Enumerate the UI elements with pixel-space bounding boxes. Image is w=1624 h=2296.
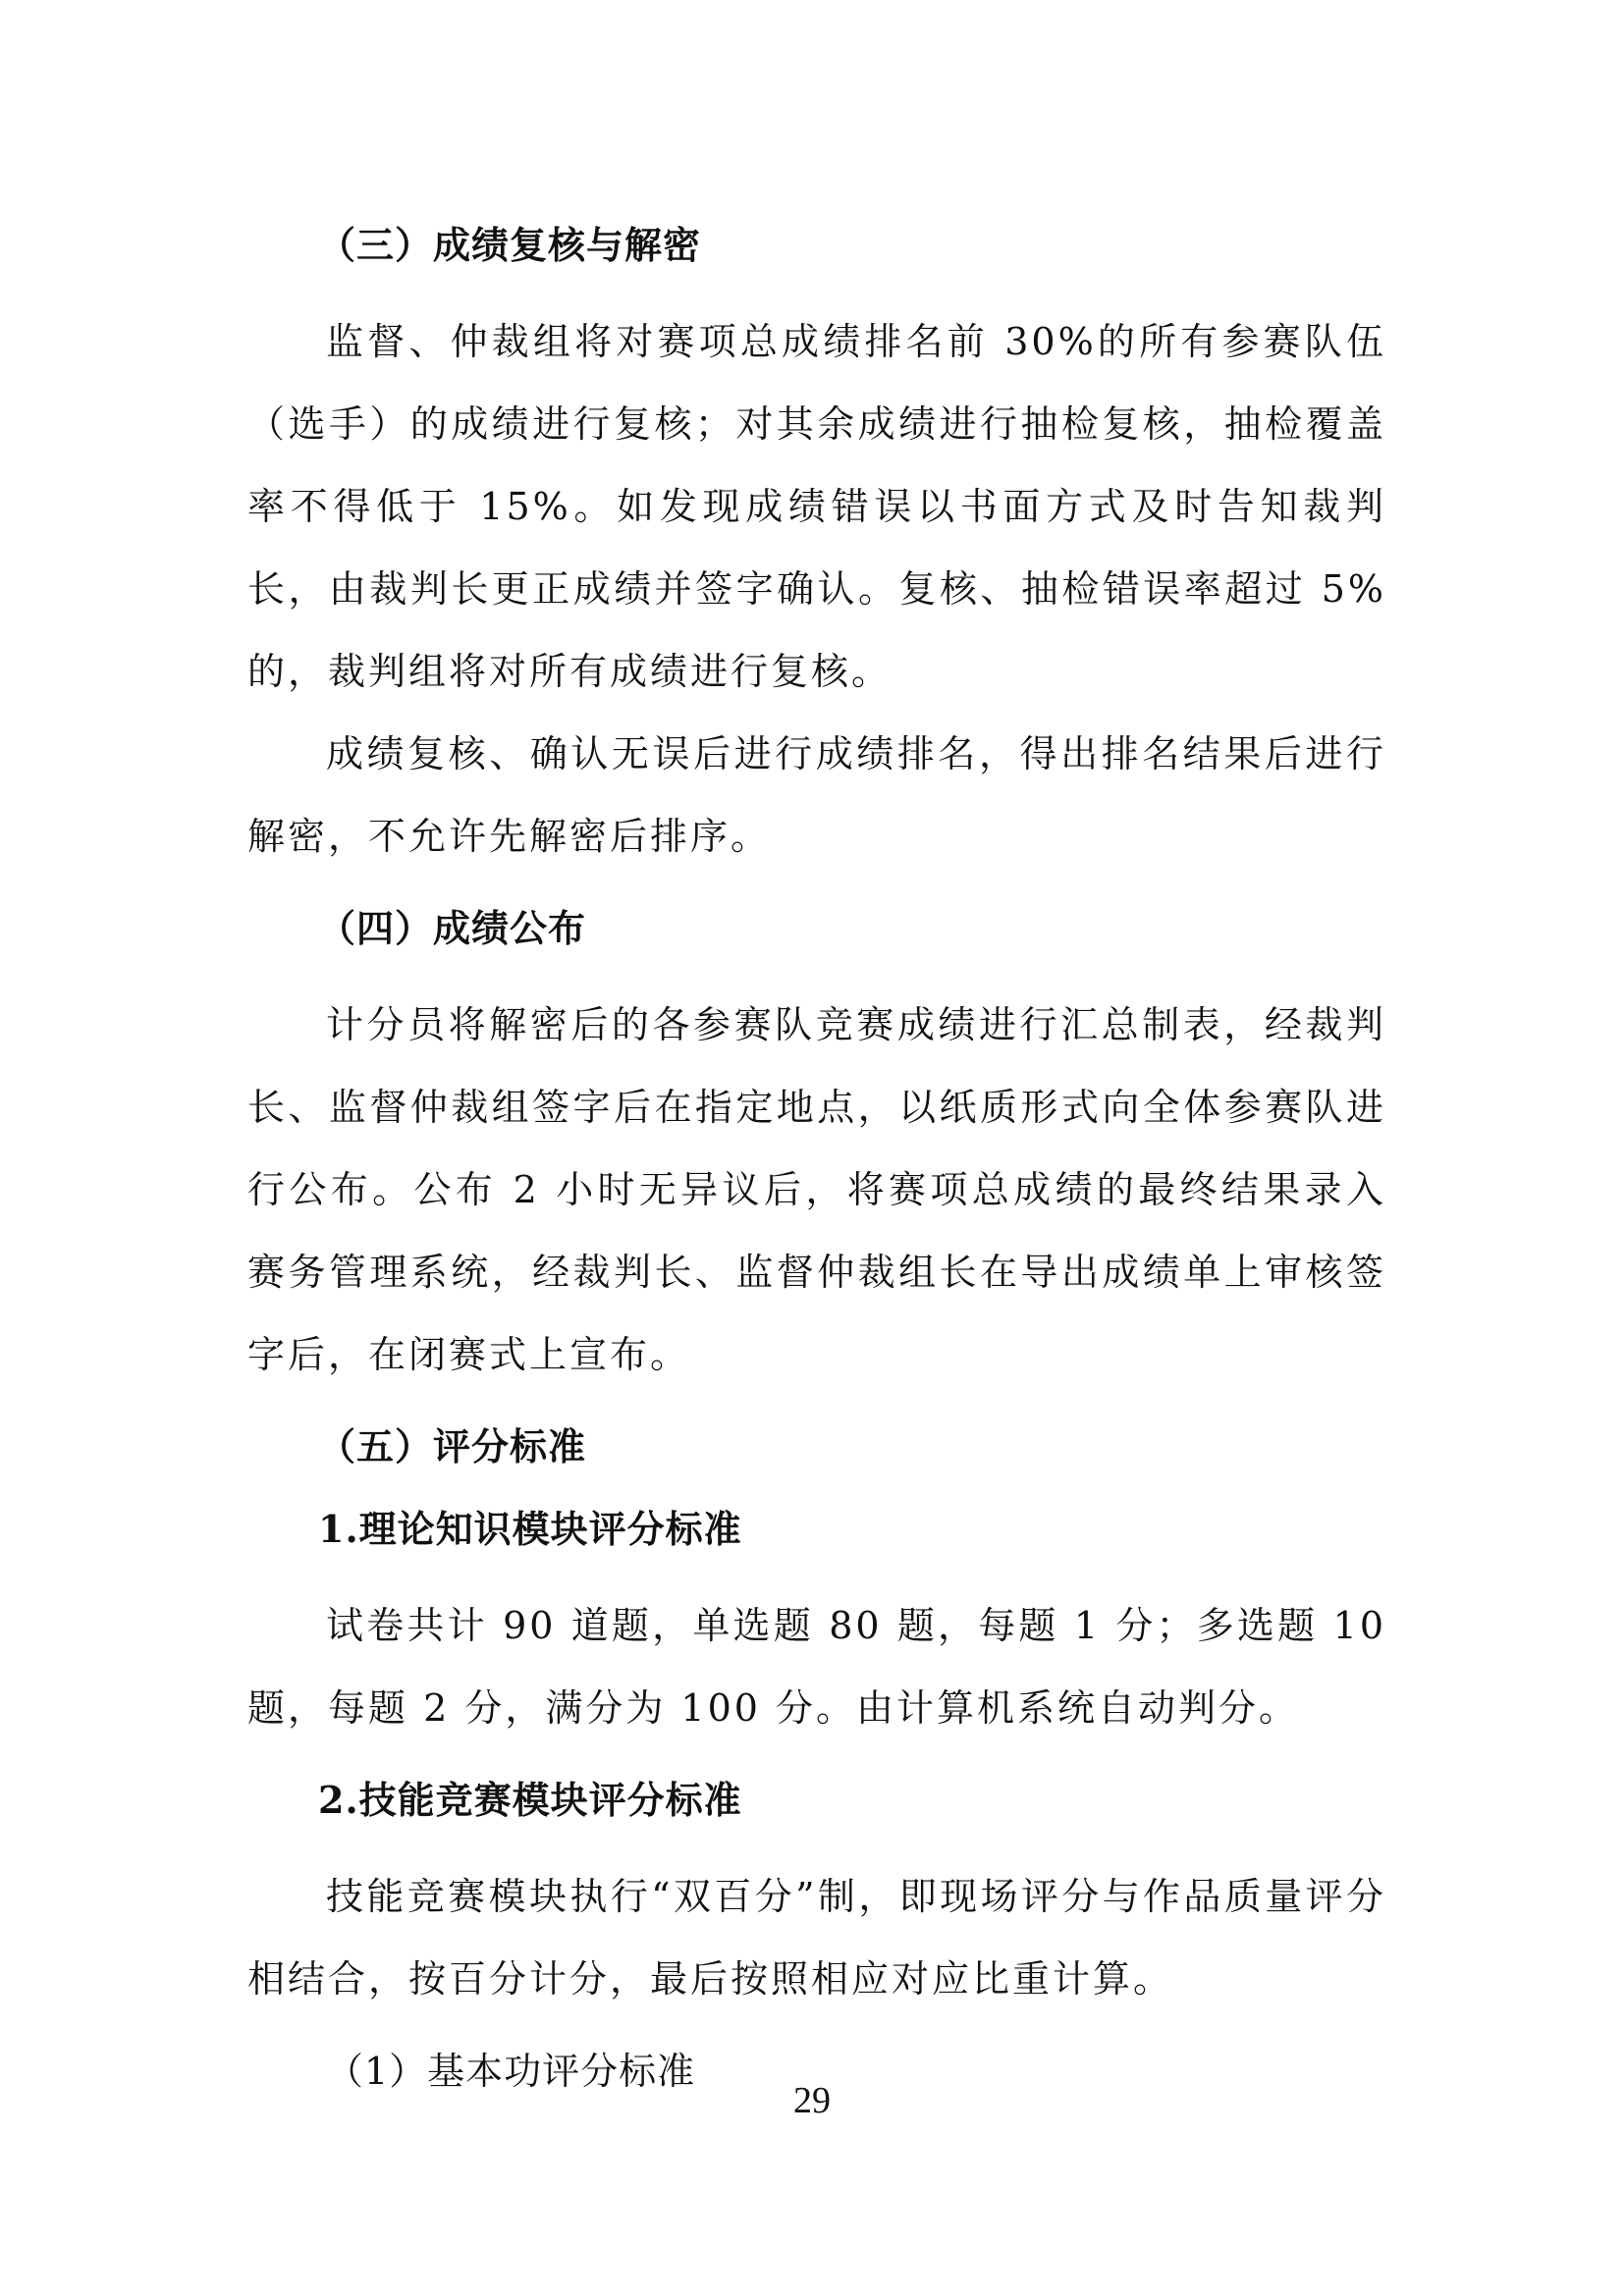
paragraph-theory-scoring: 试卷共计 90 道题，单选题 80 题，每题 1 分；多选题 10 题，每题 2 分，满分为 100 分。由计算机系统自动判分。 — [247, 1604, 1386, 1730]
document-page — [247, 218, 1386, 2099]
section-heading-score-review: （三）成绩复核与解密 — [318, 223, 702, 267]
section-heading-score-announcement: （四）成绩公布 — [318, 906, 587, 950]
subheading-skills-scoring: 2.技能竞赛模块评分标准 — [318, 1778, 742, 1822]
item-basic-skills-scoring: （1）基本功评分标准 — [326, 2050, 696, 2093]
section-heading-scoring-standards: （五）评分标准 — [318, 1424, 587, 1468]
subheading-theory-scoring: 1.理论知识模块评分标准 — [318, 1507, 742, 1551]
page-number: 29 — [793, 2080, 831, 2121]
paragraph-skills-scoring: 技能竞赛模块执行“双百分”制，即现场评分与作品质量评分相结合，按百分计分，最后按照相应对应比重计算。 — [247, 1875, 1386, 2001]
paragraph-announcement-procedure: 计分员将解密后的各参赛队竞赛成绩进行汇总制表，经裁判长、监督仲裁组签字后在指定地点，以纸质形式向全体参赛队进行公布。公布 2 小时无异议后，将赛项总成绩的最终结果录入赛务管理系统，经裁判长、监督仲裁组长在导出成绩单上审核签字后，在闭赛式上宣布。 — [247, 1003, 1386, 1376]
paragraph-review-procedure: 监督、仲裁组将对赛项总成绩排名前 30%的所有参赛队伍（选手）的成绩进行复核；对其余成绩进行抽检复核，抽检覆盖率不得低于 15%。如发现成绩错误以书面方式及时告知裁判长，由裁判长更正成绩并签字确认。复核、抽检错误率超过 5%的，裁判组将对所有成绩进行复核。 — [247, 320, 1386, 693]
paragraph-ranking-decryption: 成绩复核、确认无误后进行成绩排名，得出排名结果后进行解密，不允许先解密后排序。 — [247, 732, 1386, 858]
